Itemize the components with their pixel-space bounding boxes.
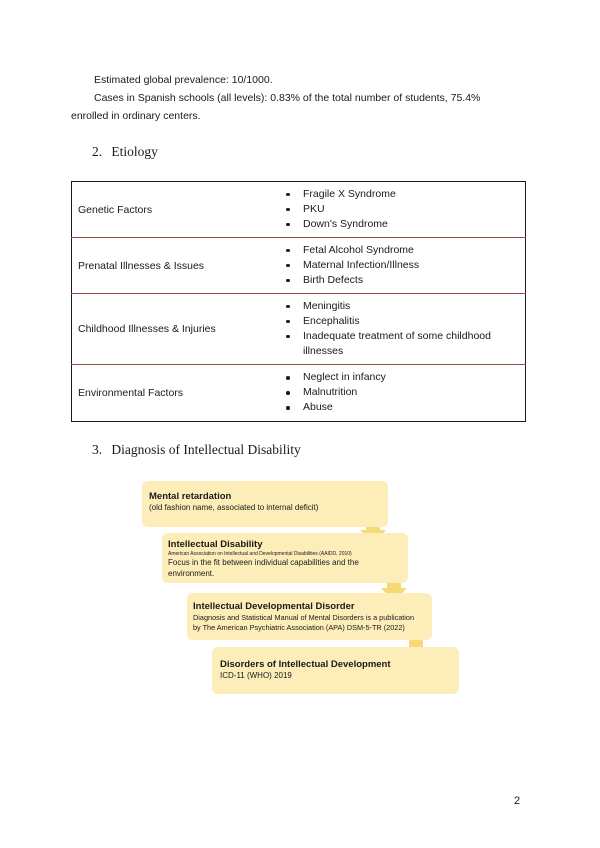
flow-step-mental-retardation: [142, 481, 388, 527]
list-item: Fragile X Syndrome: [280, 187, 519, 202]
factor-cell: Environmental Factors: [72, 365, 281, 422]
list-item: Malnutrition: [280, 385, 519, 400]
flow-step-title: Disorders of Intellectual Development: [220, 659, 391, 670]
spanish-schools-text: Cases in Spanish schools (all levels): 0.83% of the total number of students, 75.4%: [94, 92, 481, 104]
flow-step-title: Intellectual Disability: [168, 539, 263, 550]
list-item: Inadequate treatment of some childhood illnesses: [280, 329, 519, 359]
flow-step-note: Diagnosis and Statistical Manual of Mental Disorders is a publication: [193, 613, 415, 622]
flow-step-source: American Association on Intellectual and Developmental Disabilities (AAIDD, 2010): [168, 551, 352, 557]
flow-step-note: environment.: [168, 568, 215, 578]
flow-step-intellectual-developmental-disorder: [187, 593, 432, 640]
spanish-schools-text-cont: enrolled in ordinary centers.: [71, 110, 201, 122]
list-item: Abuse: [280, 400, 519, 415]
list-item: Encephalitis: [280, 314, 519, 329]
section-number: 3.: [92, 442, 103, 457]
list-item: Birth Defects: [280, 273, 519, 288]
section-title: Diagnosis of Intellectual Disability: [111, 442, 301, 457]
flow-step-note: ICD-11 (WHO) 2019: [220, 671, 292, 680]
flow-step-note: Focus in the fit between individual capabilities and the: [168, 558, 359, 567]
flow-step-intellectual-disability: [162, 533, 408, 583]
factor-cell: Prenatal Illnesses & Issues: [72, 238, 281, 294]
list-item: Neglect in infancy: [280, 370, 519, 385]
flow-step-disorders-intellectual-development: [212, 647, 459, 694]
factor-cell: Genetic Factors: [78, 203, 153, 216]
flow-step-title: Mental retardation: [149, 491, 232, 502]
flow-step-title: Intellectual Developmental Disorder: [193, 601, 355, 612]
prevalence-text: Estimated global prevalence: 10/1000.: [94, 74, 273, 86]
list-item: Meningitis: [280, 299, 519, 314]
list-item: Maternal Infection/Illness: [280, 258, 519, 273]
factor-cell: Childhood Illnesses & Injuries: [72, 294, 281, 365]
list-item: Down's Syndrome: [280, 217, 519, 232]
section-title: Etiology: [111, 144, 158, 159]
flow-step-note: (old fashion name, associated to internal deficit): [149, 503, 319, 512]
page-number: 2: [514, 795, 521, 807]
list-item: PKU: [280, 202, 519, 217]
section-number: 2.: [92, 144, 103, 159]
list-item: Fetal Alcohol Syndrome: [280, 243, 519, 258]
flow-step-note: by The American Psychiatric Association (APA) DSM-5-TR (2022): [193, 622, 405, 632]
